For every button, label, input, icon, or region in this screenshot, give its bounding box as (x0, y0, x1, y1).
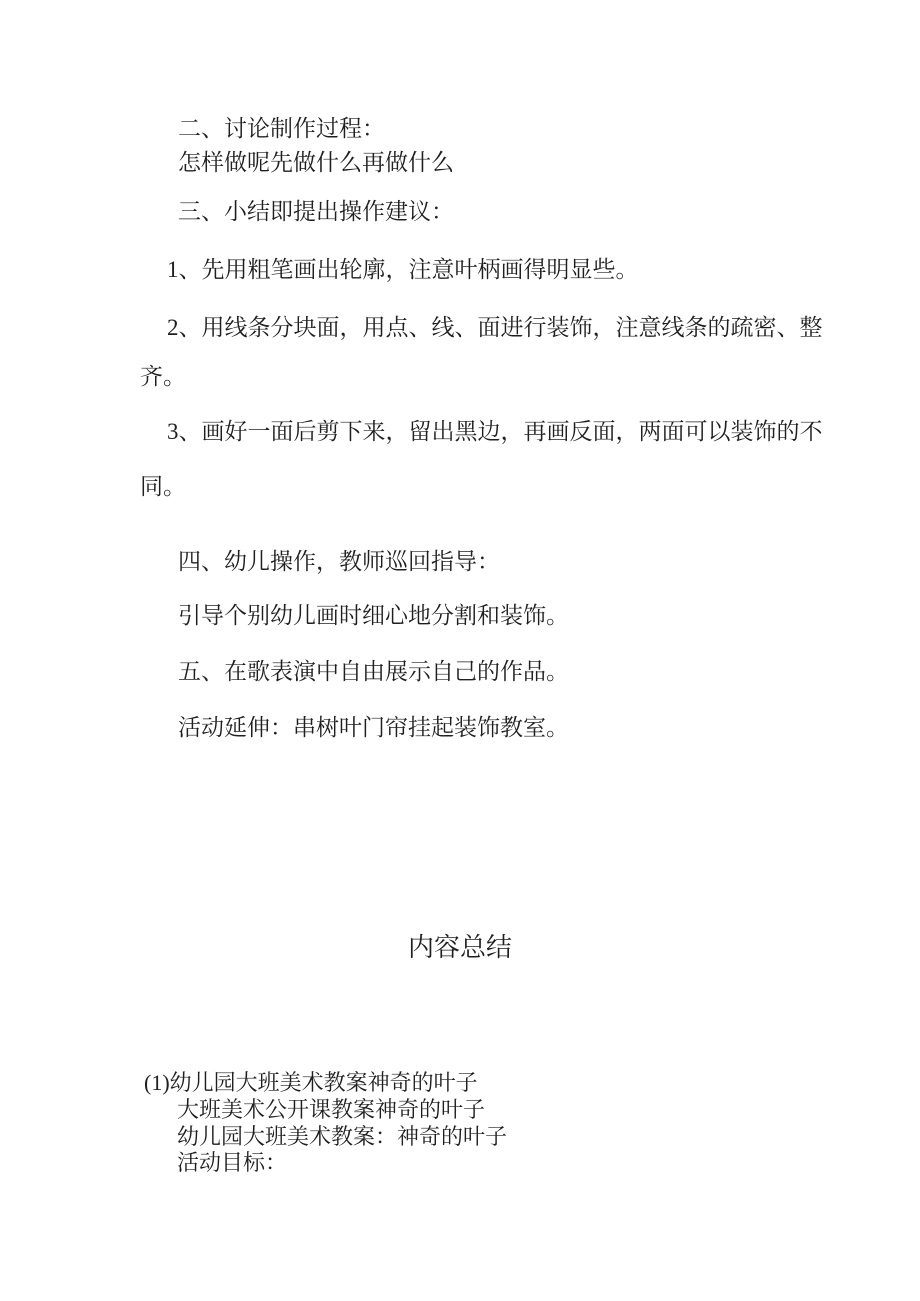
body-line-guidance: 引导个别幼儿画时细心地分割和装饰。 (178, 603, 569, 628)
body-line-section5-title: 五、在歌表演中自由展示自己的作品。 (178, 659, 569, 684)
body-line-section4-title: 四、幼儿操作，教师巡回指导： (178, 549, 500, 574)
body-line-step3-wrap: 同。 (140, 474, 186, 499)
summary-line-1: (1)幼儿园大班美术教案神奇的叶子 (144, 1070, 478, 1095)
body-line-extension: 活动延伸：串树叶门帘挂起装饰教室。 (178, 715, 569, 740)
body-line-section3-title: 三、小结即提出操作建议： (178, 199, 454, 224)
body-line-step3: 3、画好一面后剪下来，留出黑边，再画反面，两面可以装饰的不 (167, 419, 823, 444)
summary-heading: 内容总结 (407, 933, 512, 962)
body-line-discussion: 怎样做呢先做什么再做什么 (178, 150, 454, 175)
body-line-section2-title: 二、讨论制作过程： (178, 116, 385, 141)
body-line-step2: 2、用线条分块面，用点、线、面进行装饰，注意线条的疏密、整 (167, 315, 823, 340)
summary-line-2: 大班美术公开课教案神奇的叶子 (177, 1097, 486, 1122)
summary-line-4: 活动目标： (177, 1150, 288, 1175)
summary-line-3: 幼儿园大班美术教案：神奇的叶子 (177, 1124, 508, 1149)
body-line-step2-wrap: 齐。 (140, 364, 186, 389)
body-line-step1: 1、先用粗笔画出轮廓，注意叶柄画得明显些。 (167, 257, 639, 282)
